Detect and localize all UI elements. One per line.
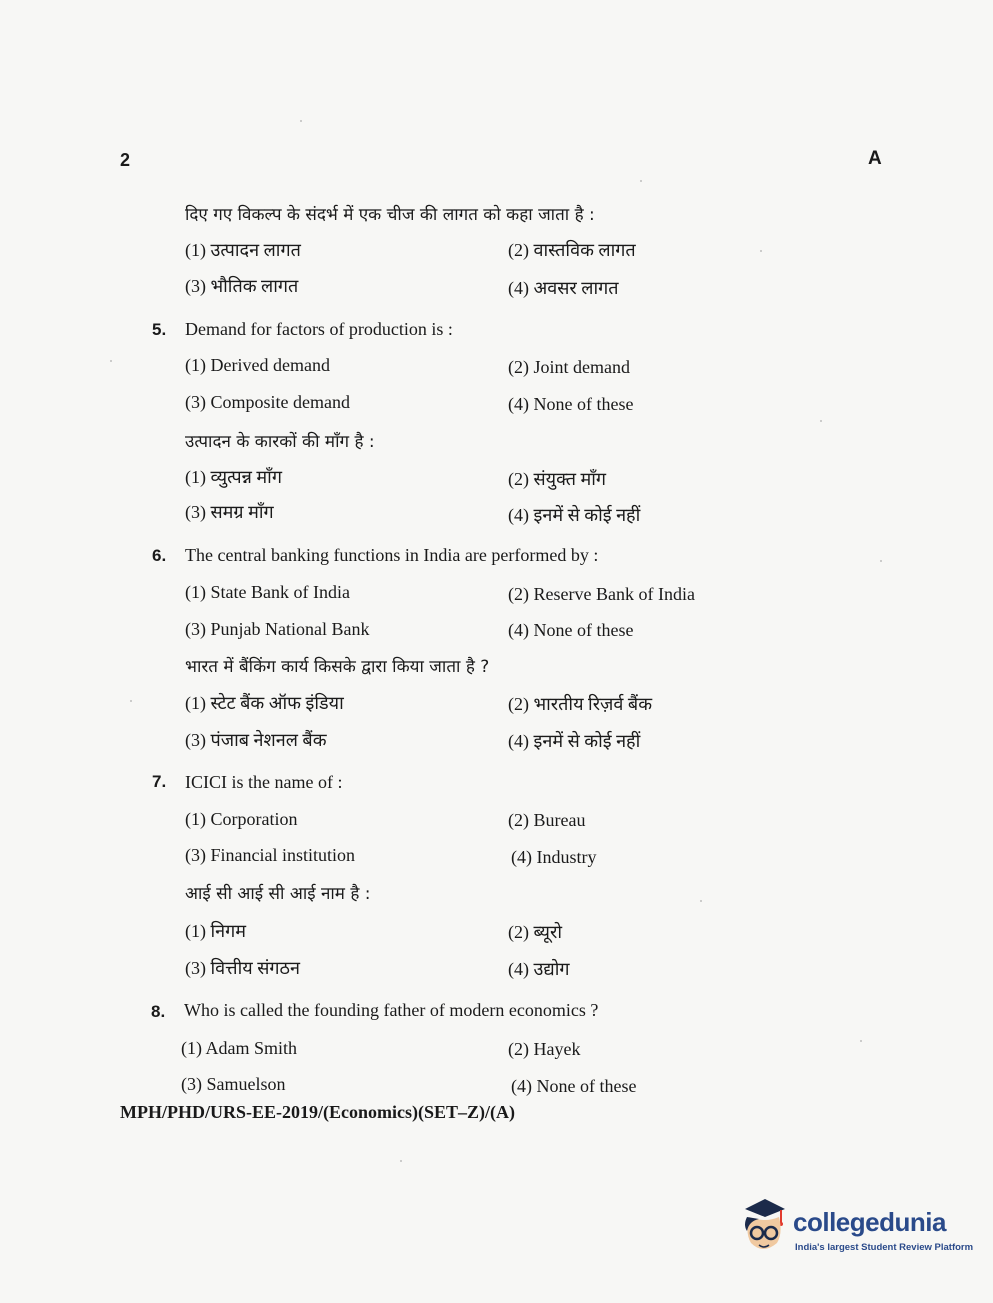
brand-tagline: India's largest Student Review Platform: [795, 1242, 974, 1253]
q7-stem-en: ICICI is the name of :: [185, 772, 343, 792]
q5-option-4-en: (4) None of these: [508, 394, 634, 414]
q4-option-1-hi: (1) उत्पादन लागत: [185, 240, 301, 260]
q7-number: 7.: [152, 772, 167, 791]
q5-stem-hi: उत्पादन के कारकों की माँग है :: [185, 432, 375, 452]
q6-option-2-hi: (2) भारतीय रिज़र्व बैंक: [508, 694, 653, 714]
q7-option-3-hi: (3) वित्तीय संगठन: [185, 958, 300, 978]
q5-option-2-hi: (2) संयुक्त माँग: [508, 469, 607, 489]
q5-option-3-hi: (3) समग्र माँग: [185, 502, 274, 522]
q8-option-2-en: (2) Hayek: [508, 1039, 581, 1059]
q7-option-4-en: (4) Industry: [511, 847, 597, 867]
q7-stem-hi: आई सी आई सी आई नाम है :: [185, 884, 371, 904]
q7-option-1-en: (1) Corporation: [185, 809, 298, 829]
q5-option-1-en: (1) Derived demand: [185, 355, 330, 375]
paper-code-footer: MPH/PHD/URS-EE-2019/(Economics)(SET–Z)/(A): [120, 1102, 515, 1122]
q6-option-2-en: (2) Reserve Bank of India: [508, 584, 695, 604]
q6-option-4-hi: (4) इनमें से कोई नहीं: [508, 731, 641, 751]
q4-option-3-hi: (3) भौतिक लागत: [185, 276, 299, 296]
set-letter: A: [868, 148, 882, 169]
q6-option-1-hi: (1) स्टेट बैंक ऑफ इंडिया: [185, 693, 344, 713]
q6-stem-en: The central banking functions in India are performed by :: [185, 545, 599, 565]
q5-stem-en: Demand for factors of production is :: [185, 319, 453, 339]
q8-stem-en: Who is called the founding father of modern economics ?: [184, 1000, 599, 1020]
q6-option-1-en: (1) State Bank of India: [185, 582, 350, 602]
q6-option-4-en: (4) None of these: [508, 620, 634, 640]
q5-option-3-en: (3) Composite demand: [185, 392, 350, 412]
page-number: 2: [120, 150, 131, 170]
q8-option-3-en: (3) Samuelson: [181, 1074, 286, 1094]
brand-name: collegedunia: [793, 1207, 946, 1237]
q5-number: 5.: [152, 320, 167, 339]
q8-number: 8.: [151, 1002, 166, 1021]
q7-option-3-en: (3) Financial institution: [185, 845, 355, 865]
q7-option-4-hi: (4) उद्योग: [508, 959, 570, 979]
q6-option-3-en: (3) Punjab National Bank: [185, 619, 370, 639]
q6-number: 6.: [152, 546, 167, 565]
q5-option-1-hi: (1) व्युत्पन्न माँग: [185, 467, 282, 487]
q7-option-1-hi: (1) निगम: [185, 921, 247, 941]
q6-stem-hi: भारत में बैंकिंग कार्य किसके द्वारा किया जाता है ?: [185, 657, 490, 677]
collegedunia-watermark: [735, 1195, 974, 1265]
q7-option-2-en: (2) Bureau: [508, 810, 586, 830]
q8-option-4-en: (4) None of these: [511, 1076, 637, 1096]
q5-option-4-hi: (4) इनमें से कोई नहीं: [508, 505, 641, 525]
student-mascot-icon: [735, 1195, 793, 1261]
q8-option-1-en: (1) Adam Smith: [181, 1038, 297, 1058]
q4-option-4-hi: (4) अवसर लागत: [508, 278, 619, 298]
q4-hindi-stem: दिए गए विकल्प के संदर्भ में एक चीज की लागत को कहा जाता है :: [185, 205, 595, 225]
q6-option-3-hi: (3) पंजाब नेशनल बैंक: [185, 730, 327, 750]
q5-option-2-en: (2) Joint demand: [508, 357, 630, 377]
q4-option-2-hi: (2) वास्तविक लागत: [508, 240, 636, 260]
q7-option-2-hi: (2) ब्यूरो: [508, 922, 562, 942]
